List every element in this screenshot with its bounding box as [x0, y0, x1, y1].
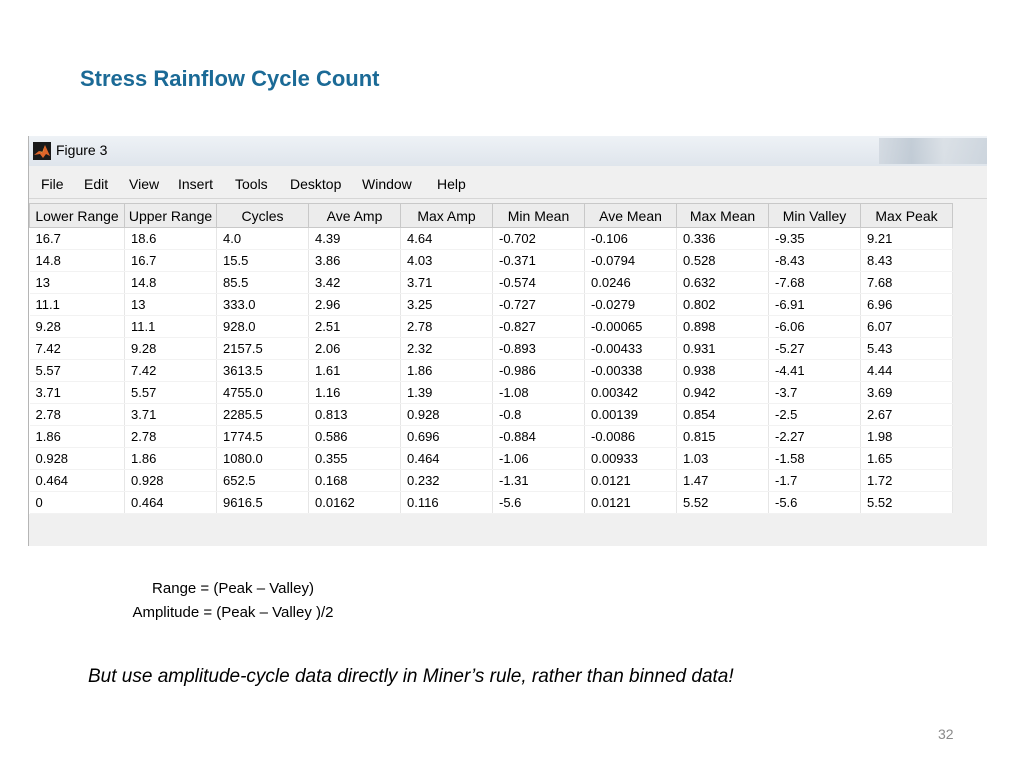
table-cell[interactable]: 1.98 — [861, 426, 953, 448]
table-row — [30, 294, 953, 316]
table-cell[interactable]: -9.35 — [769, 228, 861, 250]
column-header[interactable]: Min Valley — [769, 204, 861, 228]
menu-bar — [29, 172, 987, 199]
table-cell[interactable]: 0.938 — [677, 360, 769, 382]
table-cell[interactable]: -1.31 — [493, 470, 585, 492]
table-cell[interactable]: 7.68 — [861, 272, 953, 294]
table-cell[interactable]: 1.61 — [309, 360, 401, 382]
column-header[interactable]: Cycles — [217, 204, 309, 228]
table-row — [30, 272, 953, 294]
table-cell[interactable]: 9616.5 — [217, 492, 309, 514]
table-cell[interactable]: 0.464 — [401, 448, 493, 470]
table-cell[interactable]: -0.702 — [493, 228, 585, 250]
table-cell[interactable]: 5.52 — [861, 492, 953, 514]
table-cell[interactable]: 4.03 — [401, 250, 493, 272]
table-cell[interactable]: 18.6 — [125, 228, 217, 250]
table-cell[interactable]: 0.696 — [401, 426, 493, 448]
table-cell[interactable]: -0.893 — [493, 338, 585, 360]
table-cell[interactable]: 16.7 — [125, 250, 217, 272]
table-area — [29, 203, 987, 514]
table-cell[interactable]: 0.355 — [309, 448, 401, 470]
table-row — [30, 470, 953, 492]
table-row — [30, 316, 953, 338]
table-cell[interactable]: 2.78 — [30, 404, 125, 426]
table-cell[interactable]: 2.96 — [309, 294, 401, 316]
table-cell[interactable]: 1.16 — [309, 382, 401, 404]
table-cell[interactable]: 1774.5 — [217, 426, 309, 448]
table-cell[interactable]: 3.69 — [861, 382, 953, 404]
table-cell[interactable]: 7.42 — [125, 360, 217, 382]
table-cell[interactable]: 2.06 — [309, 338, 401, 360]
table-cell[interactable]: 4755.0 — [217, 382, 309, 404]
table-cell[interactable]: 0.0121 — [585, 470, 677, 492]
table-cell[interactable]: 1.86 — [30, 426, 125, 448]
column-header[interactable]: Ave Mean — [585, 204, 677, 228]
table-cell[interactable]: 0.464 — [30, 470, 125, 492]
table-cell[interactable]: -5.27 — [769, 338, 861, 360]
table-cell[interactable]: 0.232 — [401, 470, 493, 492]
table-cell[interactable]: 15.5 — [217, 250, 309, 272]
menu-view[interactable]: View — [129, 176, 160, 192]
column-header[interactable]: Ave Amp — [309, 204, 401, 228]
menu-help[interactable]: Help — [437, 176, 466, 192]
menu-desktop[interactable]: Desktop — [290, 176, 342, 192]
table-cell[interactable]: -0.884 — [493, 426, 585, 448]
table-cell[interactable]: 0.928 — [125, 470, 217, 492]
table-cell[interactable]: 16.7 — [30, 228, 125, 250]
table-cell[interactable]: 2.32 — [401, 338, 493, 360]
table-cell[interactable]: -2.5 — [769, 404, 861, 426]
table-cell[interactable]: 2.67 — [861, 404, 953, 426]
table-row — [30, 338, 953, 360]
slide-title: Stress Rainflow Cycle Count — [80, 66, 380, 91]
table-cell[interactable]: 13 — [125, 294, 217, 316]
table-cell[interactable]: 3.42 — [309, 272, 401, 294]
table-cell[interactable]: -0.00065 — [585, 316, 677, 338]
table-cell[interactable]: -0.00433 — [585, 338, 677, 360]
range-definition: Range = (Peak – Valley) — [152, 580, 314, 597]
table-cell[interactable]: 0.815 — [677, 426, 769, 448]
table-cell[interactable]: 0.168 — [309, 470, 401, 492]
table-cell[interactable]: 9.21 — [861, 228, 953, 250]
figure-window — [28, 136, 987, 546]
table-cell[interactable]: 2157.5 — [217, 338, 309, 360]
table-row — [30, 228, 953, 250]
table-cell[interactable]: -4.41 — [769, 360, 861, 382]
table-cell[interactable]: 5.52 — [677, 492, 769, 514]
table-cell[interactable]: -0.0086 — [585, 426, 677, 448]
table-cell[interactable]: -0.0279 — [585, 294, 677, 316]
table-cell[interactable]: -0.106 — [585, 228, 677, 250]
table-row — [30, 250, 953, 272]
table-cell[interactable]: 2.78 — [401, 316, 493, 338]
table-cell[interactable]: 4.39 — [309, 228, 401, 250]
column-header[interactable]: Max Mean — [677, 204, 769, 228]
table-cell[interactable]: 1.65 — [861, 448, 953, 470]
table-cell[interactable]: 5.43 — [861, 338, 953, 360]
table-cell[interactable]: 14.8 — [125, 272, 217, 294]
table-cell[interactable]: -1.7 — [769, 470, 861, 492]
table-cell[interactable]: -6.91 — [769, 294, 861, 316]
table-cell[interactable]: 333.0 — [217, 294, 309, 316]
table-cell[interactable]: 0.464 — [125, 492, 217, 514]
column-header[interactable]: Max Peak — [861, 204, 953, 228]
table-cell[interactable]: 2.51 — [309, 316, 401, 338]
column-header[interactable]: Lower Range — [30, 204, 125, 228]
column-header[interactable]: Min Mean — [493, 204, 585, 228]
table-cell[interactable]: 4.0 — [217, 228, 309, 250]
menu-edit[interactable]: Edit — [84, 176, 109, 192]
table-cell[interactable]: 13 — [30, 272, 125, 294]
table-cell[interactable]: -1.06 — [493, 448, 585, 470]
table-cell[interactable]: 3613.5 — [217, 360, 309, 382]
table-cell[interactable]: 0.942 — [677, 382, 769, 404]
table-cell[interactable]: -8.43 — [769, 250, 861, 272]
table-row — [30, 492, 953, 514]
table-row — [30, 426, 953, 448]
menu-file[interactable]: File — [41, 176, 64, 192]
table-cell[interactable]: 1.03 — [677, 448, 769, 470]
table-cell[interactable]: -0.0794 — [585, 250, 677, 272]
column-header[interactable]: Upper Range — [125, 204, 217, 228]
table-cell[interactable]: -0.986 — [493, 360, 585, 382]
table-cell[interactable]: 0.802 — [677, 294, 769, 316]
table-cell[interactable]: 4.64 — [401, 228, 493, 250]
table-cell[interactable]: 0.0162 — [309, 492, 401, 514]
table-cell[interactable]: -5.6 — [769, 492, 861, 514]
table-cell[interactable]: 5.57 — [125, 382, 217, 404]
table-cell[interactable]: 6.07 — [861, 316, 953, 338]
table-cell[interactable]: 5.57 — [30, 360, 125, 382]
table-cell[interactable]: 928.0 — [217, 316, 309, 338]
table-cell[interactable]: 0.0121 — [585, 492, 677, 514]
table-cell[interactable]: 0.00933 — [585, 448, 677, 470]
matlab-icon — [33, 142, 51, 160]
amplitude-definition: Amplitude = (Peak – Valley )/2 — [132, 604, 334, 621]
table-cell[interactable]: -2.27 — [769, 426, 861, 448]
table-cell[interactable]: -0.574 — [493, 272, 585, 294]
table-cell[interactable]: 1.72 — [861, 470, 953, 492]
table-cell[interactable]: 11.1 — [30, 294, 125, 316]
table-cell[interactable]: 0.00342 — [585, 382, 677, 404]
table-cell[interactable]: 652.5 — [217, 470, 309, 492]
table-cell[interactable]: -1.08 — [493, 382, 585, 404]
table-cell[interactable]: 11.1 — [125, 316, 217, 338]
table-cell[interactable]: 6.96 — [861, 294, 953, 316]
titlebar-blurred-region — [879, 138, 987, 164]
rainflow-table — [29, 203, 953, 514]
table-cell[interactable]: 0.116 — [401, 492, 493, 514]
table-cell[interactable]: -0.371 — [493, 250, 585, 272]
page-number: 32 — [938, 726, 954, 742]
table-cell[interactable]: 14.8 — [30, 250, 125, 272]
table-cell[interactable]: 9.28 — [30, 316, 125, 338]
table-cell[interactable]: 0.928 — [401, 404, 493, 426]
table-cell[interactable]: -1.58 — [769, 448, 861, 470]
table-cell[interactable]: 0.632 — [677, 272, 769, 294]
table-cell[interactable]: 1080.0 — [217, 448, 309, 470]
table-cell[interactable]: 3.25 — [401, 294, 493, 316]
conclusion-text: But use amplitude-cycle data directly in Miner’s rule, rather than binned data! — [88, 666, 734, 687]
table-row — [30, 360, 953, 382]
window-titlebar[interactable] — [29, 136, 987, 166]
table-cell[interactable]: -0.00338 — [585, 360, 677, 382]
menu-window[interactable]: Window — [362, 176, 412, 192]
table-header-row — [30, 204, 953, 228]
table-cell[interactable]: -6.06 — [769, 316, 861, 338]
table-cell[interactable]: 0.898 — [677, 316, 769, 338]
titlebar-blurred-caption — [117, 140, 123, 161]
table-cell[interactable]: 8.43 — [861, 250, 953, 272]
table-cell[interactable]: 1.47 — [677, 470, 769, 492]
table-cell[interactable]: 0.00139 — [585, 404, 677, 426]
table-cell[interactable]: 4.44 — [861, 360, 953, 382]
table-cell[interactable]: 1.86 — [401, 360, 493, 382]
table-cell[interactable]: 1.86 — [125, 448, 217, 470]
menu-insert[interactable]: Insert — [178, 176, 214, 192]
table-cell[interactable]: 0.336 — [677, 228, 769, 250]
table-cell[interactable]: -0.827 — [493, 316, 585, 338]
table-cell[interactable]: 7.42 — [30, 338, 125, 360]
table-cell[interactable]: -5.6 — [493, 492, 585, 514]
table-cell[interactable]: -0.727 — [493, 294, 585, 316]
table-cell[interactable]: 2.78 — [125, 426, 217, 448]
table-cell[interactable]: -3.7 — [769, 382, 861, 404]
table-cell[interactable]: 0.931 — [677, 338, 769, 360]
table-cell[interactable]: 0.586 — [309, 426, 401, 448]
table-cell[interactable]: 0.813 — [309, 404, 401, 426]
table-cell[interactable]: 0.0246 — [585, 272, 677, 294]
column-header[interactable]: Max Amp — [401, 204, 493, 228]
menu-tools[interactable]: Tools — [235, 176, 268, 192]
table-cell[interactable]: 3.86 — [309, 250, 401, 272]
table-row — [30, 382, 953, 404]
window-title: Figure 3 — [56, 142, 108, 158]
table-cell[interactable]: 0.528 — [677, 250, 769, 272]
table-cell[interactable]: 0 — [30, 492, 125, 514]
table-cell[interactable]: -0.8 — [493, 404, 585, 426]
table-cell[interactable]: 85.5 — [217, 272, 309, 294]
table-row — [30, 404, 953, 426]
table-row — [30, 448, 953, 470]
table-cell[interactable]: -7.68 — [769, 272, 861, 294]
table-cell[interactable]: 1.39 — [401, 382, 493, 404]
table-cell[interactable]: 3.71 — [401, 272, 493, 294]
table-cell[interactable]: 2285.5 — [217, 404, 309, 426]
table-cell[interactable]: 0.928 — [30, 448, 125, 470]
table-cell[interactable]: 0.854 — [677, 404, 769, 426]
table-cell[interactable]: 3.71 — [125, 404, 217, 426]
table-cell[interactable]: 3.71 — [30, 382, 125, 404]
table-cell[interactable]: 9.28 — [125, 338, 217, 360]
